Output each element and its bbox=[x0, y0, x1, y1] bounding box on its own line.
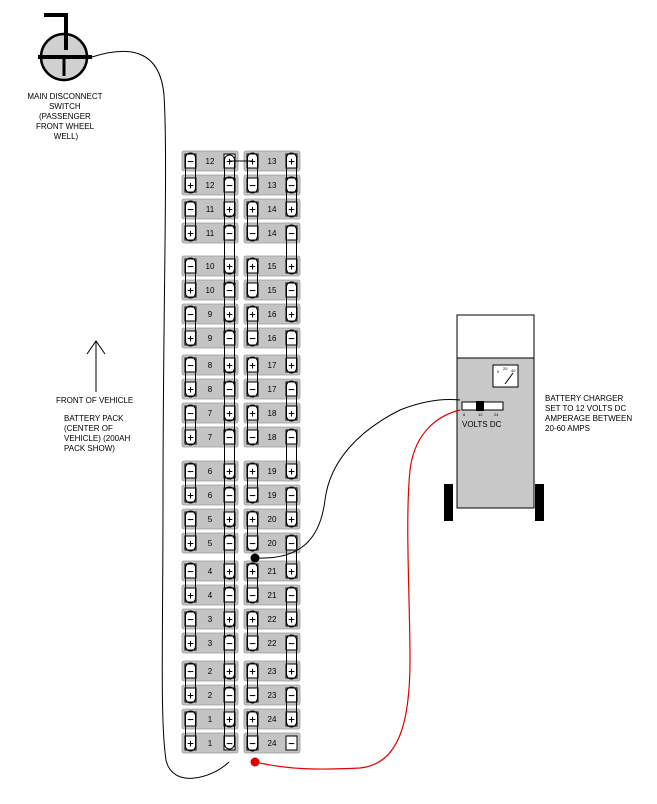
minus-terminal-label: − bbox=[225, 639, 234, 650]
switch-label-line: WELL) bbox=[53, 132, 79, 141]
minus-terminal-label: − bbox=[248, 591, 257, 602]
battery-number: 16 bbox=[267, 310, 277, 319]
battery-cell[interactable] bbox=[244, 461, 300, 481]
battery-number: 13 bbox=[267, 181, 277, 190]
plus-terminal-label: + bbox=[186, 691, 195, 702]
minus-terminal-label: − bbox=[225, 739, 234, 750]
battery-cell[interactable] bbox=[182, 661, 238, 681]
minus-terminal-label: − bbox=[248, 433, 257, 444]
minus-terminal-label: − bbox=[287, 591, 296, 602]
plus-terminal-label: + bbox=[225, 262, 234, 273]
plus-terminal-label: + bbox=[248, 667, 257, 678]
battery-number: 9 bbox=[207, 310, 213, 319]
charger-wheel-left bbox=[444, 484, 453, 521]
minus-terminal-label: − bbox=[225, 286, 234, 297]
ammeter bbox=[493, 365, 518, 387]
minus-terminal-label: − bbox=[186, 567, 195, 578]
battery-cell[interactable] bbox=[244, 355, 300, 375]
battery-cell[interactable] bbox=[244, 733, 300, 753]
battery-cell[interactable] bbox=[182, 355, 238, 375]
battery-number: 2 bbox=[207, 667, 213, 676]
battery-cell[interactable] bbox=[182, 509, 238, 529]
battery-number: 21 bbox=[267, 591, 277, 600]
battery-number: 5 bbox=[207, 539, 213, 548]
minus-terminal-label: − bbox=[225, 539, 234, 550]
switch-label-line: MAIN DISCONNECT bbox=[27, 92, 103, 101]
minus-terminal-label: − bbox=[287, 229, 296, 240]
battery-number: 19 bbox=[267, 467, 277, 476]
volts-dc-label: VOLTS DC bbox=[462, 420, 502, 429]
battery-cell[interactable] bbox=[244, 199, 300, 219]
battery-number: 23 bbox=[267, 667, 277, 676]
plus-terminal-label: + bbox=[248, 262, 257, 273]
battery-number: 22 bbox=[267, 615, 277, 624]
plus-terminal-label: + bbox=[225, 409, 234, 420]
front-arrow-icon bbox=[87, 341, 105, 392]
plus-terminal-label: + bbox=[248, 567, 257, 578]
plus-terminal-label: + bbox=[186, 334, 195, 345]
plus-terminal-label: + bbox=[248, 157, 257, 168]
charger-handle bbox=[457, 315, 534, 360]
plus-terminal-label: + bbox=[186, 385, 195, 396]
minus-terminal-label: − bbox=[287, 639, 296, 650]
minus-terminal-label: − bbox=[287, 539, 296, 550]
battery-number: 9 bbox=[207, 334, 213, 343]
front-of-vehicle-label: FRONT OF VEHICLE bbox=[56, 396, 134, 405]
plus-terminal-label: + bbox=[186, 539, 195, 550]
battery-number: 15 bbox=[267, 262, 277, 271]
plus-terminal-label: + bbox=[287, 567, 296, 578]
charger-label bbox=[545, 394, 634, 433]
battery-cell[interactable] bbox=[182, 561, 238, 581]
minus-terminal-label: − bbox=[225, 334, 234, 345]
battery-number: 6 bbox=[207, 491, 213, 500]
minus-terminal-label: − bbox=[248, 286, 257, 297]
battery-cell[interactable] bbox=[244, 403, 300, 423]
plus-terminal-label: + bbox=[248, 310, 257, 321]
battery-cell[interactable] bbox=[244, 561, 300, 581]
minus-terminal-label: − bbox=[248, 334, 257, 345]
plus-terminal-label: + bbox=[248, 361, 257, 372]
plus-terminal-label: + bbox=[287, 310, 296, 321]
battery-cell[interactable] bbox=[244, 633, 300, 653]
battery-cell[interactable] bbox=[182, 585, 238, 605]
battery-number: 20 bbox=[267, 515, 277, 524]
battery-cell[interactable] bbox=[244, 280, 300, 300]
battery-pack-label bbox=[64, 414, 132, 453]
scale-tick: 6 bbox=[463, 412, 466, 417]
battery-number: 1 bbox=[207, 715, 213, 724]
battery-cell[interactable] bbox=[182, 427, 238, 447]
battery-number: 2 bbox=[207, 691, 213, 700]
plus-terminal-label: + bbox=[287, 515, 296, 526]
charger-wheel-right bbox=[535, 484, 544, 521]
charger-label-line: AMPERAGE BETWEEN bbox=[545, 414, 633, 423]
plus-terminal-label: + bbox=[287, 157, 296, 168]
battery-cell[interactable] bbox=[182, 256, 238, 276]
battery-cell[interactable] bbox=[182, 733, 238, 753]
plus-terminal-label: + bbox=[287, 667, 296, 678]
battery-charger[interactable] bbox=[444, 315, 544, 521]
charger-label-line: SET TO 12 VOLTS DC bbox=[545, 404, 627, 413]
battery-number: 10 bbox=[205, 262, 215, 271]
battery-cell[interactable] bbox=[182, 280, 238, 300]
pack-label-line: (CENTER OF bbox=[64, 424, 113, 433]
battery-cell[interactable] bbox=[244, 304, 300, 324]
minus-terminal-label: − bbox=[248, 385, 257, 396]
battery-cell[interactable] bbox=[182, 328, 238, 348]
minus-terminal-label: − bbox=[287, 691, 296, 702]
battery-cell[interactable] bbox=[182, 633, 238, 653]
battery-cell[interactable] bbox=[244, 328, 300, 348]
minus-terminal-label: − bbox=[248, 539, 257, 550]
battery-number: 15 bbox=[267, 286, 277, 295]
plus-terminal-label: + bbox=[248, 615, 257, 626]
battery-cell[interactable] bbox=[244, 661, 300, 681]
plus-terminal-label: + bbox=[287, 361, 296, 372]
battery-cell[interactable] bbox=[244, 151, 300, 171]
meter-tick: 40 bbox=[511, 368, 516, 373]
battery-cell[interactable] bbox=[182, 304, 238, 324]
battery-number: 10 bbox=[205, 286, 215, 295]
battery-cell[interactable] bbox=[244, 379, 300, 399]
plus-terminal-label: + bbox=[225, 310, 234, 321]
plus-terminal-label: + bbox=[225, 715, 234, 726]
battery-number: 3 bbox=[207, 615, 213, 624]
minus-terminal-label: − bbox=[287, 286, 296, 297]
battery-cell[interactable] bbox=[244, 709, 300, 729]
plus-terminal-label: + bbox=[225, 157, 234, 168]
battery-cell[interactable] bbox=[182, 685, 238, 705]
battery-cell[interactable] bbox=[244, 509, 300, 529]
pack-label-line: PACK SHOW) bbox=[64, 444, 115, 453]
battery-cell[interactable] bbox=[182, 223, 238, 243]
switch-label-line: (PASSENGER bbox=[38, 112, 91, 121]
plus-terminal-label: + bbox=[225, 567, 234, 578]
plus-terminal-label: + bbox=[225, 615, 234, 626]
minus-terminal-label: − bbox=[186, 515, 195, 526]
battery-cell[interactable] bbox=[244, 585, 300, 605]
switch-label-line: SWITCH bbox=[49, 102, 81, 111]
minus-terminal-label: − bbox=[287, 334, 296, 345]
plus-terminal-label: + bbox=[248, 205, 257, 216]
plus-terminal-label: + bbox=[186, 433, 195, 444]
battery-number: 1 bbox=[207, 739, 213, 748]
battery-cell[interactable] bbox=[182, 199, 238, 219]
battery-cell[interactable] bbox=[182, 403, 238, 423]
battery-number: 8 bbox=[207, 361, 213, 370]
plus-terminal-label: + bbox=[225, 467, 234, 478]
battery-cell[interactable] bbox=[182, 379, 238, 399]
battery-number: 3 bbox=[207, 639, 213, 648]
minus-terminal-label: − bbox=[186, 715, 195, 726]
minus-terminal-label: − bbox=[225, 181, 234, 192]
plus-terminal-label: + bbox=[225, 361, 234, 372]
battery-cell[interactable] bbox=[244, 223, 300, 243]
battery-cell[interactable] bbox=[182, 485, 238, 505]
pack-label-line: VEHICLE) (200AH bbox=[64, 434, 131, 443]
battery-number: 18 bbox=[267, 433, 277, 442]
minus-terminal-label: − bbox=[248, 229, 257, 240]
plus-terminal-label: + bbox=[287, 262, 296, 273]
battery-cell[interactable] bbox=[244, 609, 300, 629]
minus-terminal-label: − bbox=[287, 739, 296, 750]
minus-terminal-label: − bbox=[186, 409, 195, 420]
battery-number: 13 bbox=[267, 157, 277, 166]
battery-cell[interactable] bbox=[182, 533, 238, 553]
minus-terminal-label: − bbox=[287, 491, 296, 502]
switch-label bbox=[27, 92, 104, 141]
battery-number: 17 bbox=[267, 385, 277, 394]
plus-terminal-label: + bbox=[248, 467, 257, 478]
minus-terminal-label: − bbox=[225, 691, 234, 702]
battery-number: 24 bbox=[267, 739, 277, 748]
battery-cell[interactable] bbox=[244, 485, 300, 505]
minus-terminal-label: − bbox=[186, 262, 195, 273]
battery-number: 5 bbox=[207, 515, 213, 524]
battery-cell[interactable] bbox=[244, 685, 300, 705]
battery-number: 24 bbox=[267, 715, 277, 724]
switch-label-line: FRONT WHEEL bbox=[35, 122, 94, 131]
plus-terminal-label: + bbox=[287, 615, 296, 626]
minus-terminal-label: − bbox=[248, 639, 257, 650]
plus-terminal-label: + bbox=[186, 591, 195, 602]
battery-number: 19 bbox=[267, 491, 277, 500]
plus-terminal-label: + bbox=[287, 467, 296, 478]
plus-terminal-label: + bbox=[186, 639, 195, 650]
plus-terminal-label: + bbox=[186, 286, 195, 297]
battery-number: 16 bbox=[267, 334, 277, 343]
meter-tick: 20 bbox=[503, 366, 508, 371]
minus-terminal-label: − bbox=[186, 310, 195, 321]
minus-terminal-label: − bbox=[186, 667, 195, 678]
plus-terminal-label: + bbox=[186, 229, 195, 240]
scale-tick: 24 bbox=[494, 412, 499, 417]
battery-cell[interactable] bbox=[244, 533, 300, 553]
battery-number: 7 bbox=[207, 409, 213, 418]
battery-number: 11 bbox=[205, 205, 215, 214]
battery-number: 4 bbox=[207, 567, 213, 576]
battery-cell[interactable] bbox=[182, 709, 238, 729]
charger-label-line: 20-60 AMPS bbox=[545, 424, 590, 433]
battery-number: 6 bbox=[207, 467, 213, 476]
minus-terminal-label: − bbox=[225, 385, 234, 396]
minus-terminal-label: − bbox=[225, 433, 234, 444]
minus-terminal-label: − bbox=[186, 615, 195, 626]
battery-number: 12 bbox=[205, 157, 215, 166]
battery-number: 8 bbox=[207, 385, 213, 394]
minus-terminal-label: − bbox=[287, 181, 296, 192]
minus-terminal-label: − bbox=[287, 385, 296, 396]
plus-terminal-label: + bbox=[186, 491, 195, 502]
minus-terminal-label: − bbox=[248, 739, 257, 750]
minus-terminal-label: − bbox=[287, 433, 296, 444]
battery-number: 23 bbox=[267, 691, 277, 700]
battery-number: 14 bbox=[267, 229, 277, 238]
plus-terminal-label: + bbox=[186, 181, 195, 192]
battery-cell[interactable] bbox=[244, 256, 300, 276]
battery-number: 21 bbox=[267, 567, 277, 576]
battery-cell[interactable] bbox=[182, 609, 238, 629]
battery-number: 14 bbox=[267, 205, 277, 214]
selector-knob[interactable] bbox=[476, 401, 484, 411]
minus-terminal-label: − bbox=[225, 229, 234, 240]
minus-terminal-label: − bbox=[248, 491, 257, 502]
minus-terminal-label: − bbox=[186, 205, 195, 216]
minus-terminal-label: − bbox=[186, 157, 195, 168]
minus-terminal-label: − bbox=[248, 691, 257, 702]
plus-terminal-label: + bbox=[225, 515, 234, 526]
plus-terminal-label: + bbox=[287, 205, 296, 216]
battery-number: 12 bbox=[205, 181, 215, 190]
minus-terminal-label: − bbox=[248, 181, 257, 192]
plus-terminal-label: + bbox=[287, 715, 296, 726]
battery-number: 20 bbox=[267, 539, 277, 548]
battery-cell[interactable] bbox=[244, 427, 300, 447]
meter-tick: 0 bbox=[497, 369, 500, 374]
plus-terminal-label: + bbox=[186, 739, 195, 750]
plus-terminal-label: + bbox=[248, 515, 257, 526]
negative-clamp-point[interactable] bbox=[251, 554, 260, 563]
battery-number: 11 bbox=[205, 229, 215, 238]
charger-label-line: BATTERY CHARGER bbox=[545, 394, 624, 403]
battery-number: 18 bbox=[267, 409, 277, 418]
battery-cell[interactable] bbox=[182, 461, 238, 481]
battery-cell[interactable] bbox=[182, 175, 238, 195]
minus-terminal-label: − bbox=[225, 591, 234, 602]
battery-number: 17 bbox=[267, 361, 277, 370]
positive-clamp-point[interactable] bbox=[251, 758, 260, 767]
scale-tick: 12 bbox=[478, 412, 483, 417]
battery-number: 7 bbox=[207, 433, 213, 442]
battery-number: 4 bbox=[207, 591, 213, 600]
minus-terminal-label: − bbox=[186, 361, 195, 372]
plus-terminal-label: + bbox=[248, 409, 257, 420]
series-strap bbox=[225, 155, 235, 749]
plus-terminal-label: + bbox=[248, 715, 257, 726]
battery-cell[interactable] bbox=[244, 175, 300, 195]
plus-terminal-label: + bbox=[287, 409, 296, 420]
minus-terminal-label: − bbox=[225, 491, 234, 502]
plus-terminal-label: + bbox=[225, 205, 234, 216]
plus-terminal-label: + bbox=[225, 667, 234, 678]
battery-number: 22 bbox=[267, 639, 277, 648]
main-disconnect-switch[interactable] bbox=[38, 15, 92, 80]
minus-terminal-label: − bbox=[186, 467, 195, 478]
pack-label-line: BATTERY PACK bbox=[64, 414, 124, 423]
